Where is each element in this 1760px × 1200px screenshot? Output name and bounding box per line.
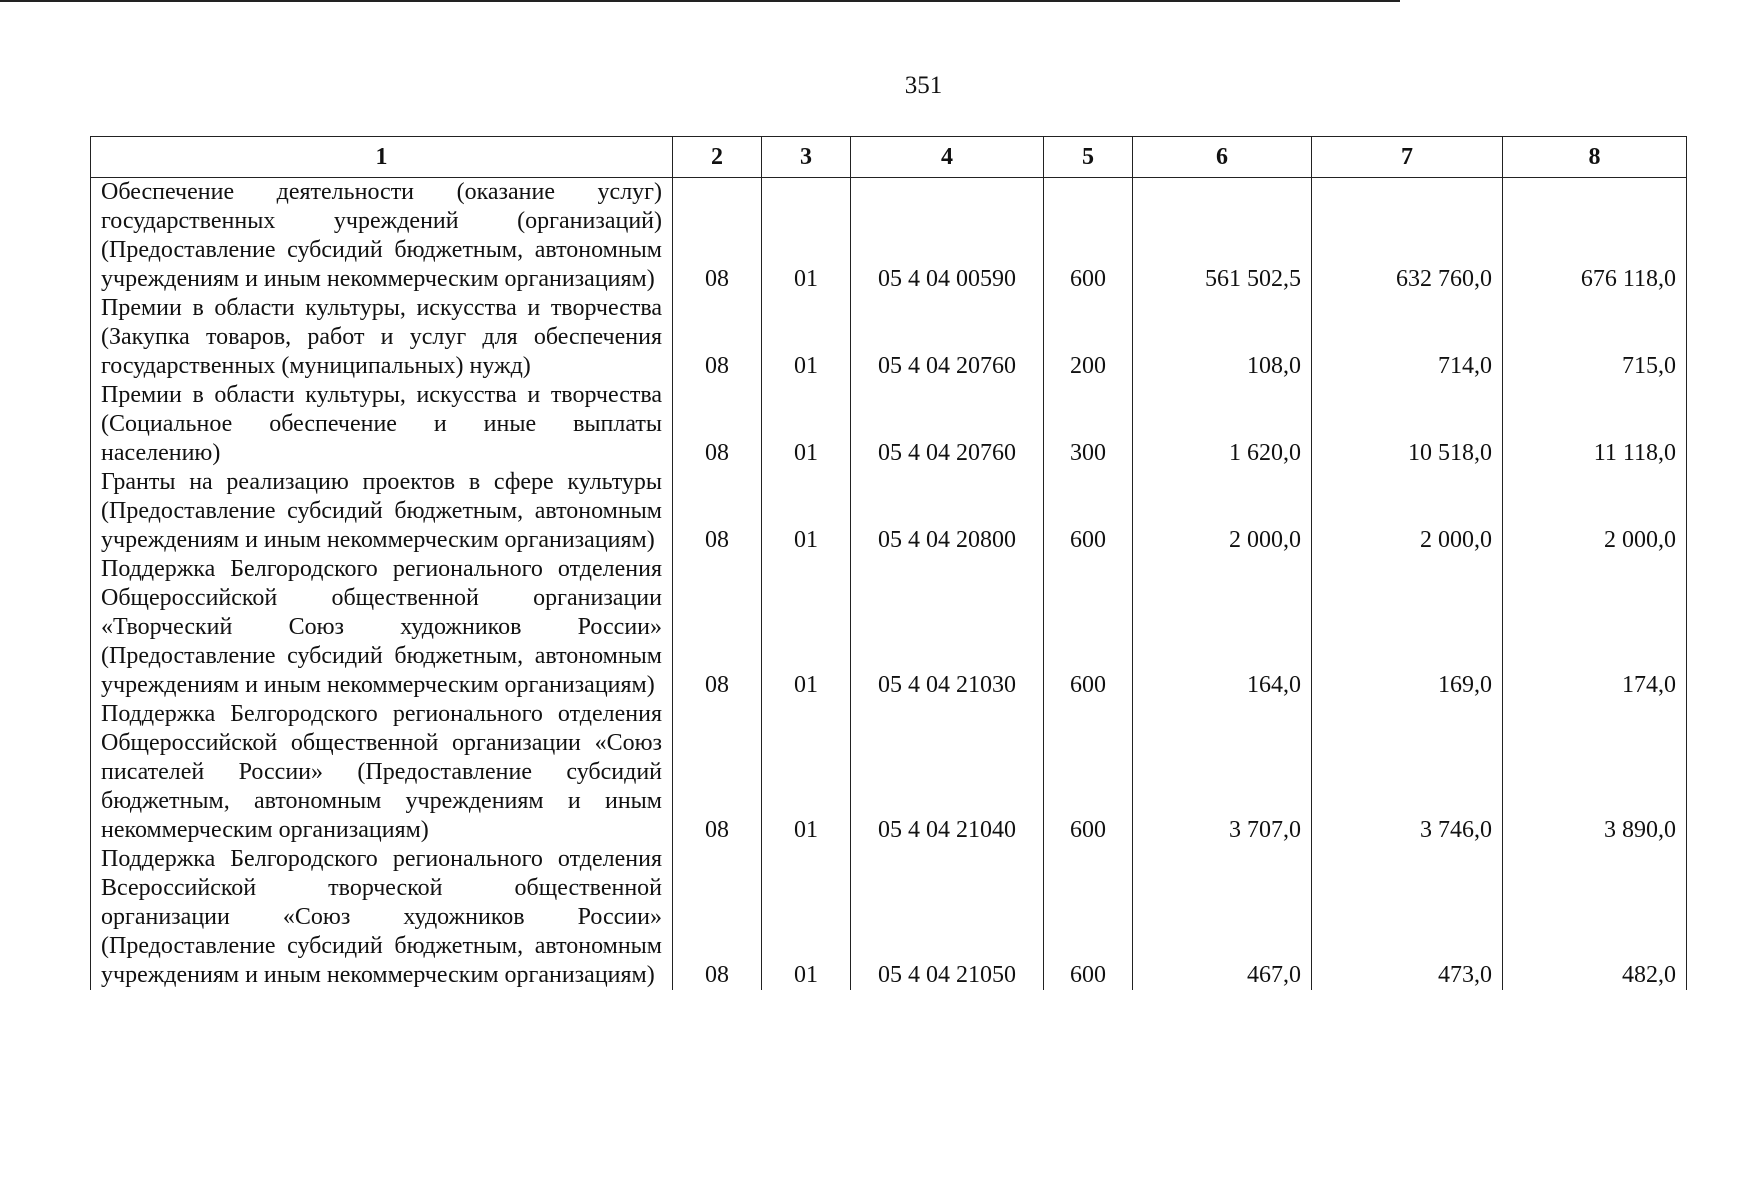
row-description: Поддержка Белгородского регионального отделения Общероссийской общественной организации «Творческий Союз художников России» (Предоставление субсидий бюджетным, автономным учреждениям и иным некоммерческим организациям) xyxy=(91,555,673,700)
budget-table-container xyxy=(90,136,1686,990)
header-cell-5: 5 xyxy=(1044,137,1133,178)
row-amount-col7: 714,0 xyxy=(1312,294,1503,381)
row-amount-col8: 676 118,0 xyxy=(1503,178,1687,295)
row-subsection: 01 xyxy=(762,381,851,468)
row-amount-col6: 3 707,0 xyxy=(1133,700,1312,845)
row-subsection: 01 xyxy=(762,294,851,381)
row-subsection: 01 xyxy=(762,555,851,700)
row-section: 08 xyxy=(673,178,762,295)
row-target-item: 05 4 04 21040 xyxy=(851,700,1044,845)
row-amount-col7: 10 518,0 xyxy=(1312,381,1503,468)
table-row xyxy=(91,178,1687,295)
header-cell-7: 7 xyxy=(1312,137,1503,178)
row-amount-col6: 108,0 xyxy=(1133,294,1312,381)
budget-table xyxy=(90,136,1687,990)
row-description: Обеспечение деятельности (оказание услуг) государственных учреждений (организаций) (Предоставление субсидий бюджетным, автономным учреждениям и иным некоммерческим организациям) xyxy=(91,178,673,295)
row-amount-col8: 3 890,0 xyxy=(1503,700,1687,845)
table-header xyxy=(91,137,1687,178)
row-expense-type: 300 xyxy=(1044,381,1133,468)
row-target-item: 05 4 04 20760 xyxy=(851,381,1044,468)
row-amount-col6: 2 000,0 xyxy=(1133,468,1312,555)
row-amount-col7: 169,0 xyxy=(1312,555,1503,700)
row-subsection: 01 xyxy=(762,845,851,990)
row-target-item: 05 4 04 21030 xyxy=(851,555,1044,700)
header-cell-4: 4 xyxy=(851,137,1044,178)
row-section: 08 xyxy=(673,845,762,990)
table-row xyxy=(91,555,1687,700)
row-amount-col6: 561 502,5 xyxy=(1133,178,1312,295)
row-amount-col6: 164,0 xyxy=(1133,555,1312,700)
row-target-item: 05 4 04 20760 xyxy=(851,294,1044,381)
table-row xyxy=(91,381,1687,468)
table-body xyxy=(91,178,1687,991)
row-subsection: 01 xyxy=(762,178,851,295)
row-section: 08 xyxy=(673,700,762,845)
header-cell-3: 3 xyxy=(762,137,851,178)
row-target-item: 05 4 04 20800 xyxy=(851,468,1044,555)
row-target-item: 05 4 04 21050 xyxy=(851,845,1044,990)
table-row xyxy=(91,294,1687,381)
page-number: 351 xyxy=(904,72,943,99)
row-section: 08 xyxy=(673,294,762,381)
row-subsection: 01 xyxy=(762,700,851,845)
row-amount-col7: 3 746,0 xyxy=(1312,700,1503,845)
row-expense-type: 200 xyxy=(1044,294,1133,381)
row-expense-type: 600 xyxy=(1044,468,1133,555)
row-expense-type: 600 xyxy=(1044,700,1133,845)
row-amount-col8: 482,0 xyxy=(1503,845,1687,990)
header-cell-2: 2 xyxy=(673,137,762,178)
row-amount-col8: 715,0 xyxy=(1503,294,1687,381)
row-amount-col6: 467,0 xyxy=(1133,845,1312,990)
header-cell-1: 1 xyxy=(91,137,673,178)
row-expense-type: 600 xyxy=(1044,845,1133,990)
row-amount-col7: 2 000,0 xyxy=(1312,468,1503,555)
row-amount-col8: 2 000,0 xyxy=(1503,468,1687,555)
row-amount-col8: 174,0 xyxy=(1503,555,1687,700)
table-row xyxy=(91,468,1687,555)
row-section: 08 xyxy=(673,381,762,468)
row-description: Премии в области культуры, искусства и творчества (Закупка товаров, работ и услуг для обеспечения государственных (муниципальных) нужд) xyxy=(91,294,673,381)
header-cell-8: 8 xyxy=(1503,137,1687,178)
header-row xyxy=(91,137,1687,178)
row-amount-col6: 1 620,0 xyxy=(1133,381,1312,468)
row-subsection: 01 xyxy=(762,468,851,555)
row-description: Поддержка Белгородского регионального отделения Всероссийской творческой общественной организации «Союз художников России» (Предоставление субсидий бюджетным, автономным учреждениям и иным некоммерческим организациям) xyxy=(91,845,673,990)
table-row xyxy=(91,845,1687,990)
row-amount-col8: 11 118,0 xyxy=(1503,381,1687,468)
row-section: 08 xyxy=(673,468,762,555)
row-description: Гранты на реализацию проектов в сфере культуры (Предоставление субсидий бюджетным, автономным учреждениям и иным некоммерческим организациям) xyxy=(91,468,673,555)
table-row xyxy=(91,700,1687,845)
row-description: Поддержка Белгородского регионального отделения Общероссийской общественной организации «Союз писателей России» (Предоставление субсидий бюджетным, автономным учреждениям и иным некоммерческим организациям) xyxy=(91,700,673,845)
row-section: 08 xyxy=(673,555,762,700)
row-amount-col7: 632 760,0 xyxy=(1312,178,1503,295)
row-amount-col7: 473,0 xyxy=(1312,845,1503,990)
row-expense-type: 600 xyxy=(1044,555,1133,700)
row-expense-type: 600 xyxy=(1044,178,1133,295)
row-target-item: 05 4 04 00590 xyxy=(851,178,1044,295)
row-description: Премии в области культуры, искусства и творчества (Социальное обеспечение и иные выплаты населению) xyxy=(91,381,673,468)
top-rule xyxy=(0,0,1400,2)
header-cell-6: 6 xyxy=(1133,137,1312,178)
